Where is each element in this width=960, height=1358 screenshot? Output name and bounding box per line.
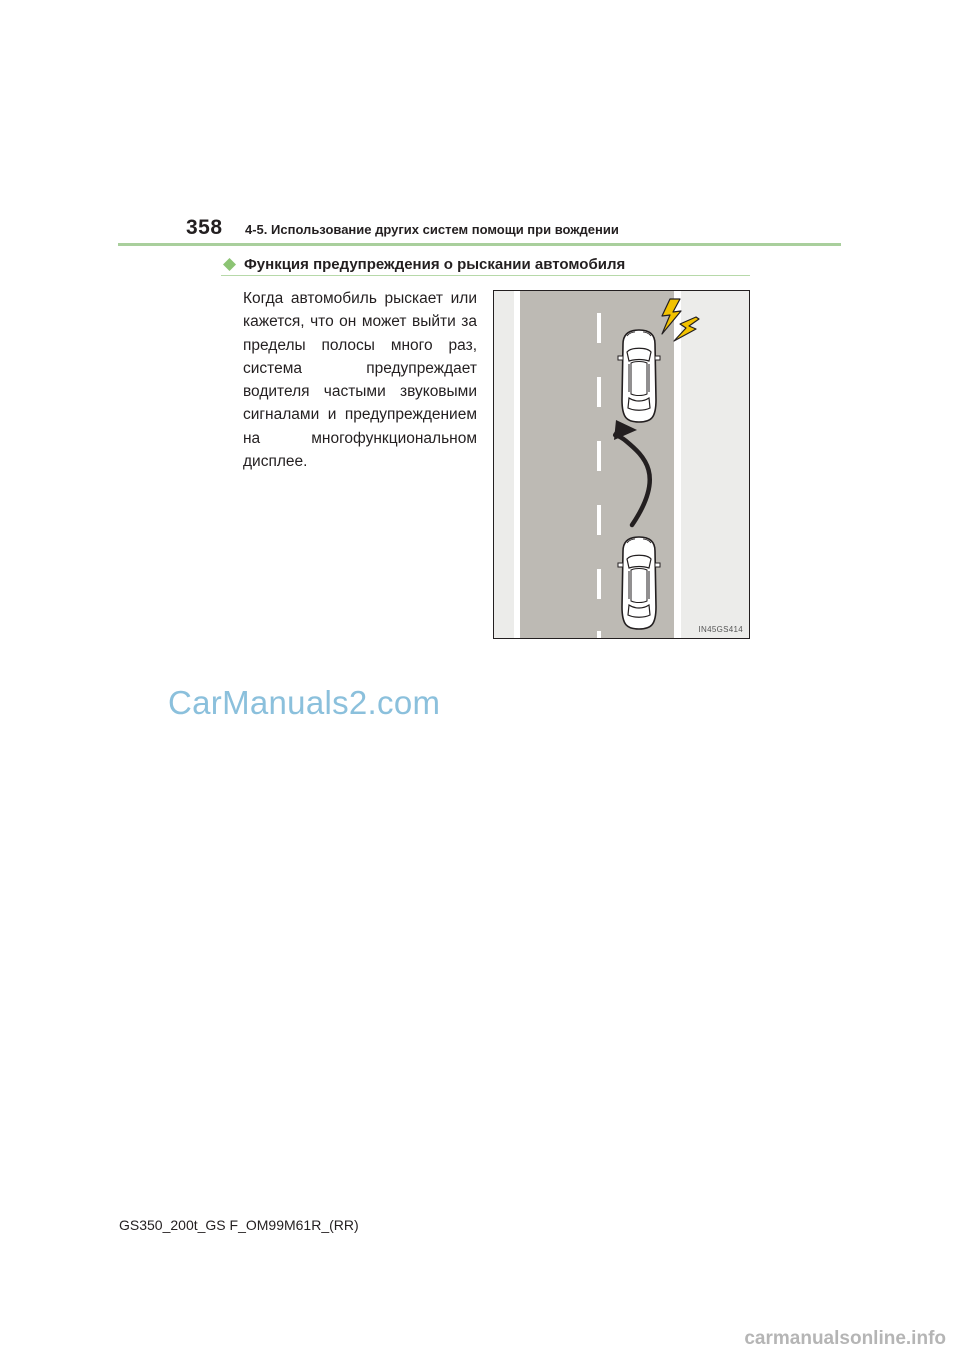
road-diagram <box>494 291 749 638</box>
lane-departure-illustration <box>493 290 750 639</box>
document-id: GS350_200t_GS F_OM99M61R_(RR) <box>119 1217 359 1233</box>
subheading <box>221 254 750 276</box>
body-paragraph: Когда автомобиль рыскает или кажется, что он может выйти за пределы полосы много раз, система предупреждает водителя частыми звуковыми сигналами и предупреждением на многофункциональном дисплее. <box>243 290 477 471</box>
car-icon <box>618 537 660 629</box>
diamond-bullet-icon <box>223 258 236 271</box>
subheading-text: Функция предупреждения о рыскании автомобиля <box>244 256 626 273</box>
watermark-link[interactable]: CarManuals2.com <box>168 684 441 721</box>
car-icon <box>618 330 660 422</box>
page-number: 358 <box>186 216 223 239</box>
section-title: 4-5. Использование других систем помощи при вождении <box>245 222 619 237</box>
header-divider <box>118 243 841 246</box>
figure-code: IN45GS414 <box>698 625 743 634</box>
footer-site-watermark: carmanualsonline.info <box>744 1328 946 1349</box>
